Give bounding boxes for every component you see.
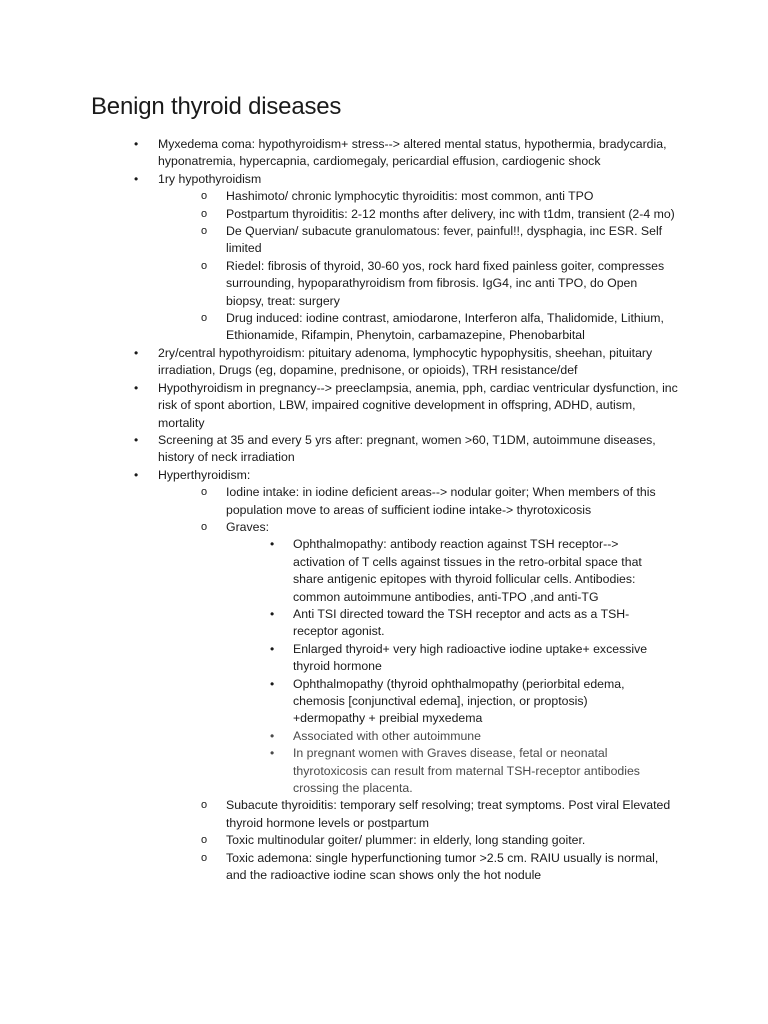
list-item [0, 606, 663, 641]
list-item [0, 136, 678, 171]
item-text: 2ry/central hypothyroidism: pituitary adenoma, lymphocytic hypophysitis, sheehan, pituitary irradiation, Drugs (eg, dopamine, prednisone, or opioids), TRH resistance/def [158, 345, 653, 378]
item-text: Myxedema coma: hypothyroidism+ stress--> altered mental status, hypothermia, bradycardia, hyponatremia, hypercapnia, cardiomegaly, pericardial effusion, cardiogenic shock [158, 137, 667, 169]
item-text: Subacute thyroiditis: temporary self resolving; treat symptoms. Post viral Elevated thyroid hormone levels or postpartum [226, 798, 671, 830]
list-item [0, 676, 663, 728]
list-item [0, 380, 678, 432]
bullet: o [201, 851, 208, 864]
page-title: Benign thyroid diseases [91, 93, 342, 120]
item-text: Hyperthyroidism: [158, 467, 251, 482]
list-item [0, 432, 678, 467]
bullet: • [270, 746, 275, 761]
bullet: • [134, 432, 139, 447]
list-item [0, 832, 678, 849]
item-text: Toxic ademona: single hyperfunctioning tumor >2.5 cm. RAIU usually is normal, and the radioactive iodine scan shows only the hot nodule [226, 850, 659, 883]
bullet: • [270, 728, 275, 743]
list-item [0, 728, 663, 745]
item-text: Associated with other autoimmune [293, 728, 481, 743]
list-item [0, 258, 678, 310]
bullet: o [201, 312, 208, 325]
list-item [0, 206, 678, 223]
bullet: o [201, 259, 208, 272]
item-text: Hypothyroidism in pregnancy--> preeclampsia, anemia, pph, cardiac ventricular dysfunction, inc risk of spont abortion, LBW, impaired cognitive development in offspring, ADHD, autism, mortality [158, 380, 678, 430]
item-text: Hashimoto/ chronic lymphocytic thyroiditis: most common, anti TPO [226, 189, 594, 204]
bullet: • [134, 380, 139, 395]
bullet: o [201, 225, 208, 238]
bullet: o [201, 834, 208, 847]
item-text: Toxic multinodular goiter/ plummer: in elderly, long standing goiter. [226, 833, 586, 848]
item-text: Anti TSI directed toward the TSH receptor and acts as a TSH-receptor agonist. [293, 606, 630, 639]
bullet: o [201, 799, 208, 812]
list-item [0, 310, 678, 345]
item-text: Riedel: fibrosis of thyroid, 30-60 yos, rock hard fixed painless goiter, compresses surrounding, hypoparathyroidism from fibrosis. IgG4, inc anti TPO, do Open biopsy, treat: surgery [226, 258, 665, 308]
list-item [0, 171, 678, 188]
list-item [0, 745, 663, 797]
bullet: • [270, 537, 275, 552]
item-text: Screening at 35 and every 5 yrs after: pregnant, women >60, T1DM, autoimmune diseases, history of neck irradiation [158, 432, 656, 465]
bullet: • [134, 467, 139, 482]
bullet: • [270, 641, 275, 656]
bullet: • [270, 676, 275, 691]
item-text: Enlarged thyroid+ very high radioactive iodine uptake+ excessive thyroid hormone [293, 641, 648, 674]
item-text: In pregnant women with Graves disease, fetal or neonatal thyrotoxicosis can result from maternal TSH-receptor antibodies crossing the placenta. [293, 746, 640, 796]
list-item [0, 467, 678, 484]
list-item [0, 850, 678, 885]
bullet: • [270, 606, 275, 621]
bullet: • [134, 171, 139, 186]
list-item [0, 484, 678, 519]
item-text: Ophthalmopathy (thyroid ophthalmopathy (periorbital edema, chemosis [conjunctival edema], injection, or proptosis) +dermopathy + preibial myxedema [293, 676, 625, 726]
item-text: Ophthalmopathy: antibody reaction against TSH receptor--> activation of T cells against tissues in the retro-orbital space that share antigenic epitopes with thyroid follicular cells. Antibodies: common autoimmune antibodies, anti-TPO ,and anti-TG [293, 537, 642, 604]
bullet: o [201, 486, 208, 499]
bullet: • [134, 137, 139, 151]
list-item [0, 188, 678, 205]
list-item [0, 223, 678, 258]
notes-list [0, 136, 768, 884]
bullet: o [201, 520, 208, 533]
bullet: o [201, 190, 208, 203]
item-text: De Quervian/ subacute granulomatous: fever, painful!!, dysphagia, inc ESR. Self limited [226, 224, 663, 256]
item-text: 1ry hypothyroidism [158, 171, 262, 186]
list-item [0, 797, 678, 832]
item-text: Iodine intake: in iodine deficient areas--> nodular goiter; When members of this population move to areas of sufficient iodine intake-> thyrotoxicosis [226, 485, 656, 517]
list-item [0, 536, 663, 606]
list-item [0, 519, 678, 536]
list-item [0, 641, 663, 676]
list-item [0, 345, 678, 380]
bullet: o [201, 207, 208, 220]
item-text: Graves: [226, 519, 270, 534]
item-text: Drug induced: iodine contrast, amiodarone, Interferon alfa, Thalidomide, Lithium, Ethionamide, Rifampin, Phenytoin, carbamazepine, Phenobarbital [226, 311, 664, 343]
item-text: Postpartum thyroiditis: 2-12 months after delivery, inc with t1dm, transient (2-4 mo) [226, 206, 675, 221]
bullet: • [134, 345, 139, 360]
